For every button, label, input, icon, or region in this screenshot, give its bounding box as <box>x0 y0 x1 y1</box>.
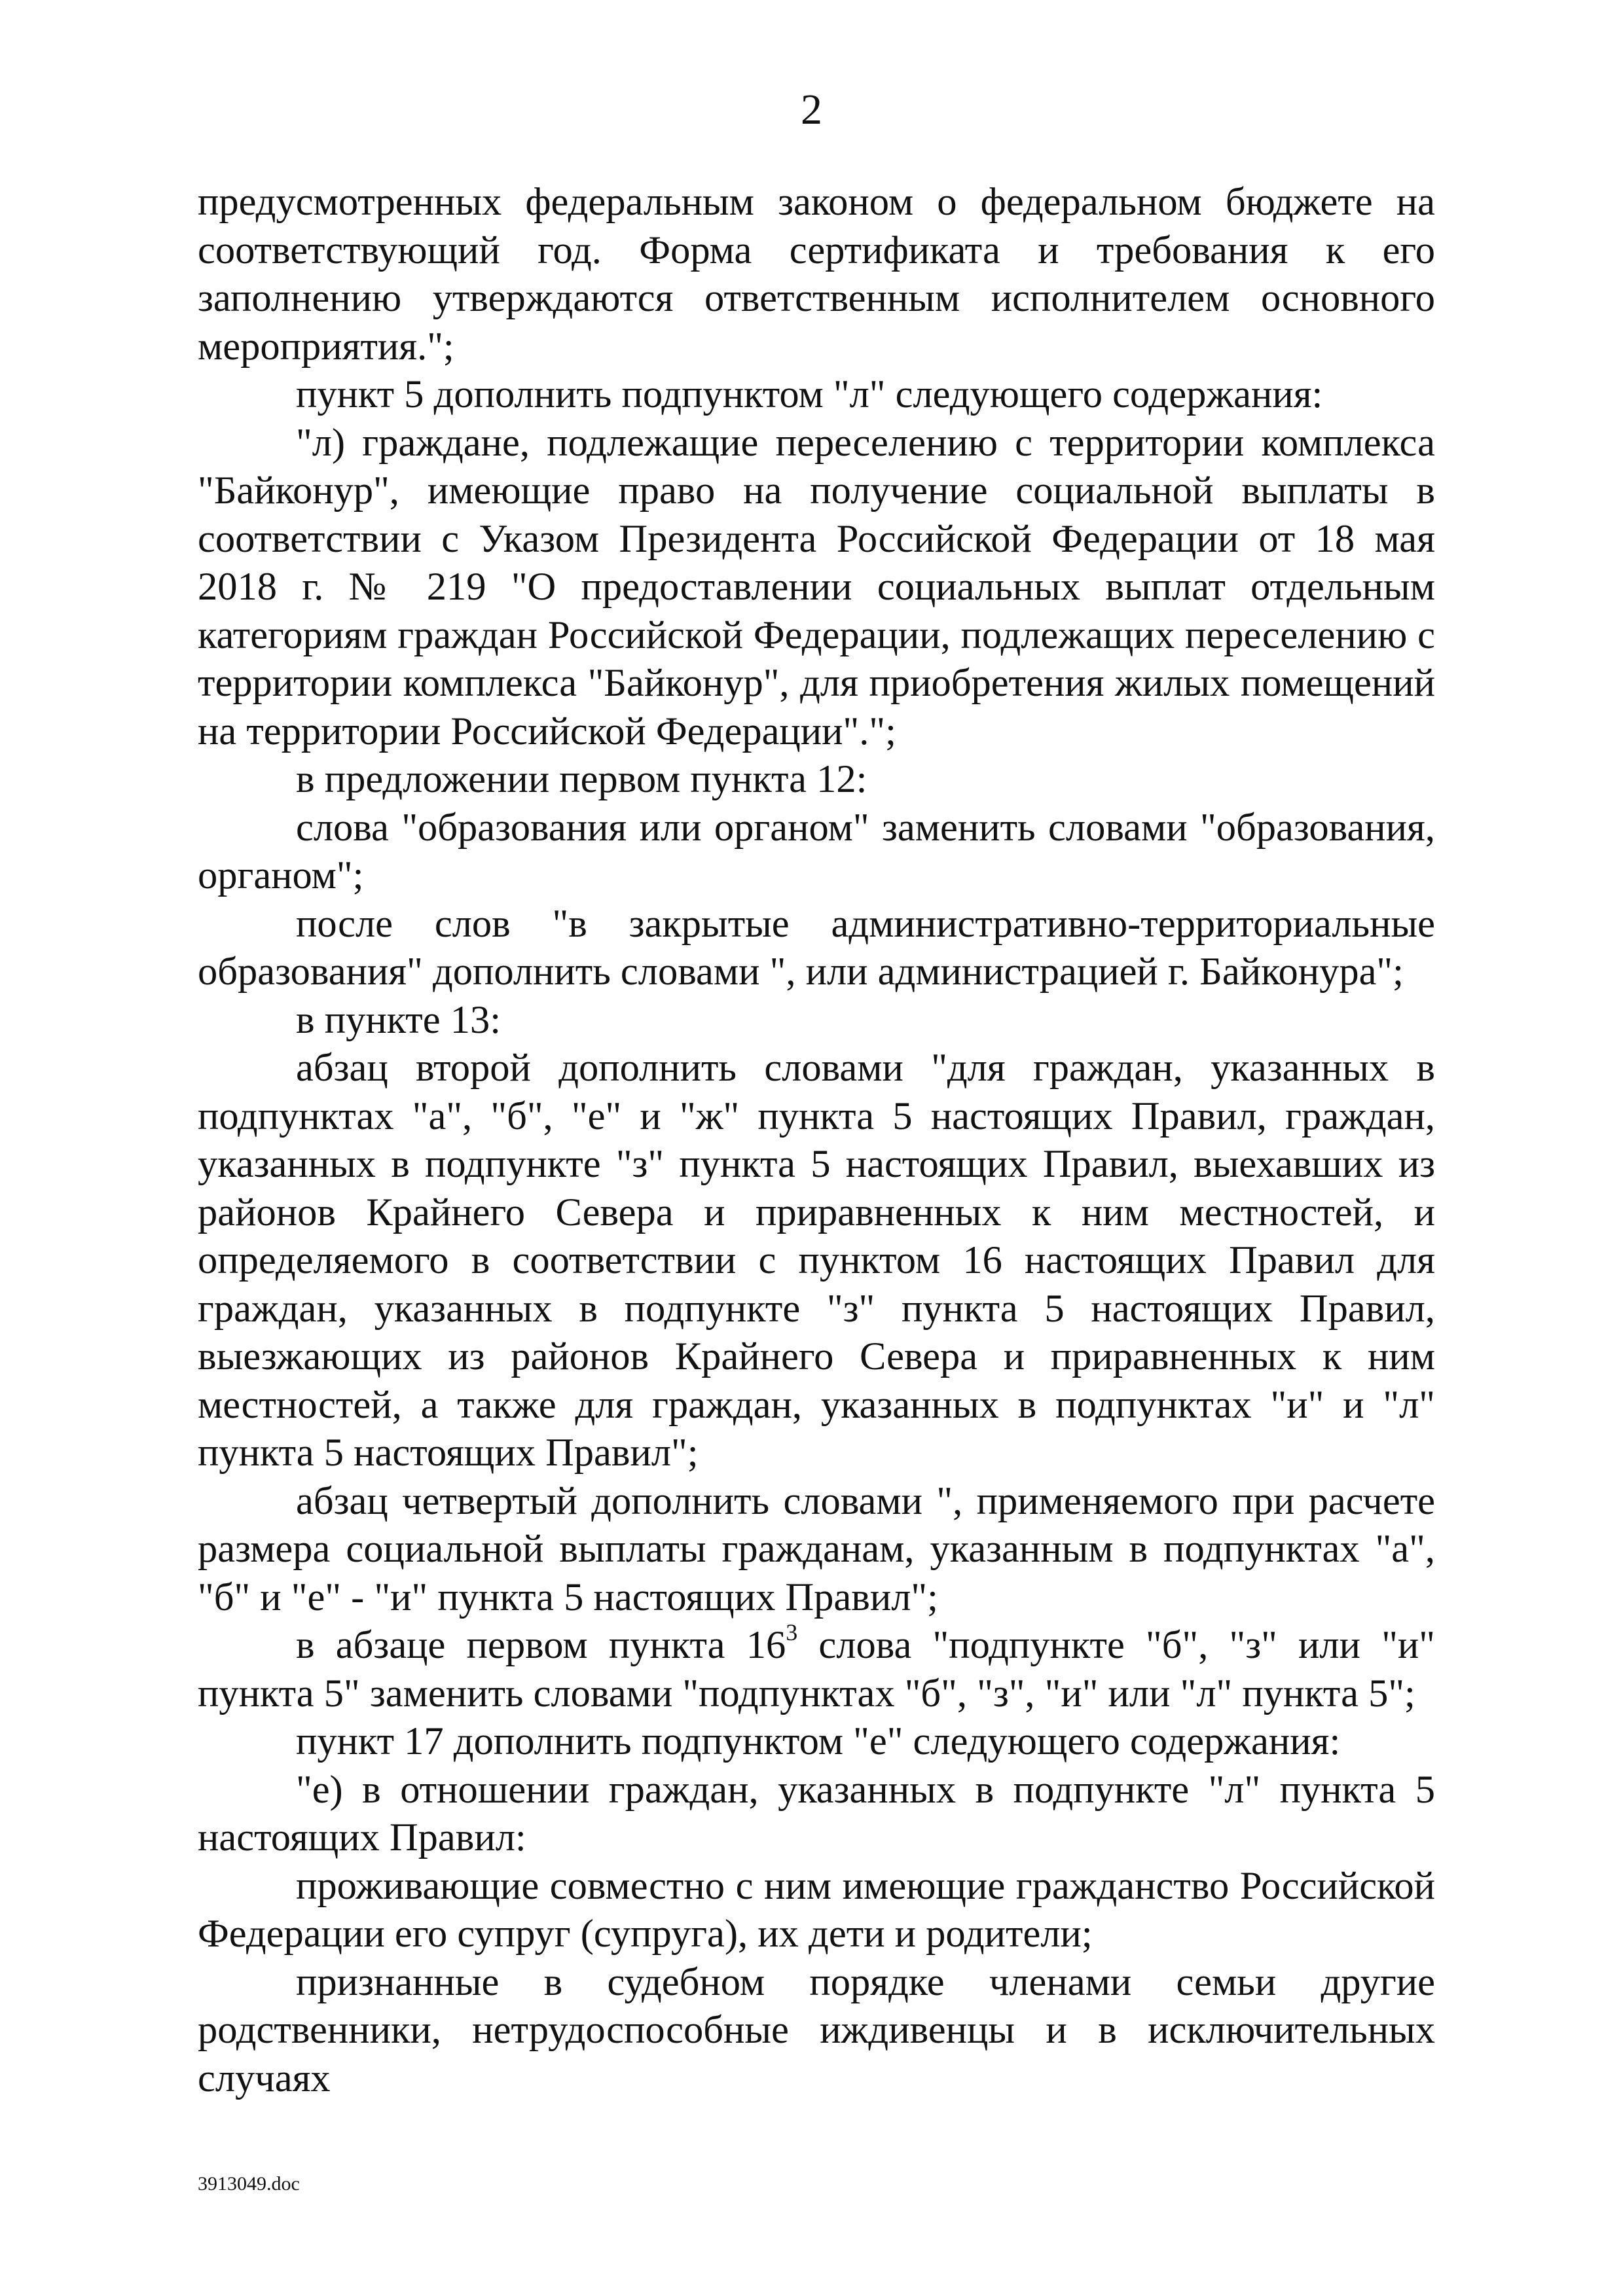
paragraph: слова "образования или органом" заменить словами "образования, органом"; <box>198 805 1435 897</box>
paragraph-text: в абзаце первом пункта 16 <box>296 1623 786 1667</box>
paragraph: "е) в отношении граждан, указанных в подпункте "л" пункта 5 настоящих Правил: <box>198 1767 1435 1859</box>
page-number: 2 <box>801 86 822 134</box>
paragraph: абзац четвертый дополнить словами ", применяемого при расчете размера социальной выплаты гражданам, указанным в подпунктах "а", "б" и "е" - "и" пункта 5 настоящих Правил"; <box>198 1479 1435 1619</box>
paragraph: пункт 5 дополнить подпунктом "л" следующего содержания: <box>296 372 1323 416</box>
paragraph: после слов "в закрытые административно-территориальные образования" дополнить словами ", или администрацией г. Байконура"; <box>198 901 1435 994</box>
paragraph-point-16 <box>198 1621 1435 1717</box>
paragraph: проживающие совместно с ним имеющие гражданство Российской Федерации его супруг (супруга), их дети и родители; <box>198 1863 1435 1956</box>
paragraph-text: слова "подпункте "б", "з" или "и" пункта 5" заменить словами "подпунктах "б", "з", "и" или "л" пункта 5"; <box>198 1623 1435 1715</box>
paragraph: предусмотренных федеральным законом о федеральном бюджете на соответствующий год. Форма сертификата и требования к его заполнению утверждаются ответственным исполнителем основного мероприятия."; <box>198 180 1435 368</box>
paragraph: абзац второй дополнить словами "для граждан, указанных в подпунктах "а", "б", "е" и "ж" пункта 5 настоящих Правил, граждан, указанных в подпункте "з" пункта 5 настоящих Правил, выехавших из районов Крайнего Севера и приравненных к ним местностей, и определяемого в соответствии с пунктом 16 настоящих Правил для граждан, указанных в подпункте "з" пункта 5 настоящих Правил, выезжающих из районов Крайнего Севера и приравненных к ним местностей, а также для граждан, указанных в подпунктах "и" и "л" пункта 5 настоящих Правил"; <box>198 1046 1435 1475</box>
paragraph: признанные в судебном порядке членами семьи другие родственники, нетрудоспособные иждивенцы и в исключительных случаях <box>198 1960 1435 2100</box>
document-body <box>198 178 1435 2102</box>
paragraph: в пункте 13: <box>296 997 501 1042</box>
file-name-footer: 3913049.doc <box>198 2173 300 2195</box>
superscript: 3 <box>786 1619 798 1645</box>
paragraph: в предложении первом пункта 12: <box>296 757 867 801</box>
paragraph: "л) граждане, подлежащие переселению с территории комплекса "Байконур", имеющие право на получение социальной выплаты в соответствии с Указом Президента Российской Федерации от 18 мая 2018 г. № 219 "О предоставлении социальных выплат отдельным категориям граждан Российской Федерации, подлежащих переселению с территории комплекса "Байконур", для приобретения жилых помещений на территории Российской Федерации"."; <box>198 420 1435 753</box>
paragraph: пункт 17 дополнить подпунктом "е" следующего содержания: <box>296 1719 1341 1763</box>
